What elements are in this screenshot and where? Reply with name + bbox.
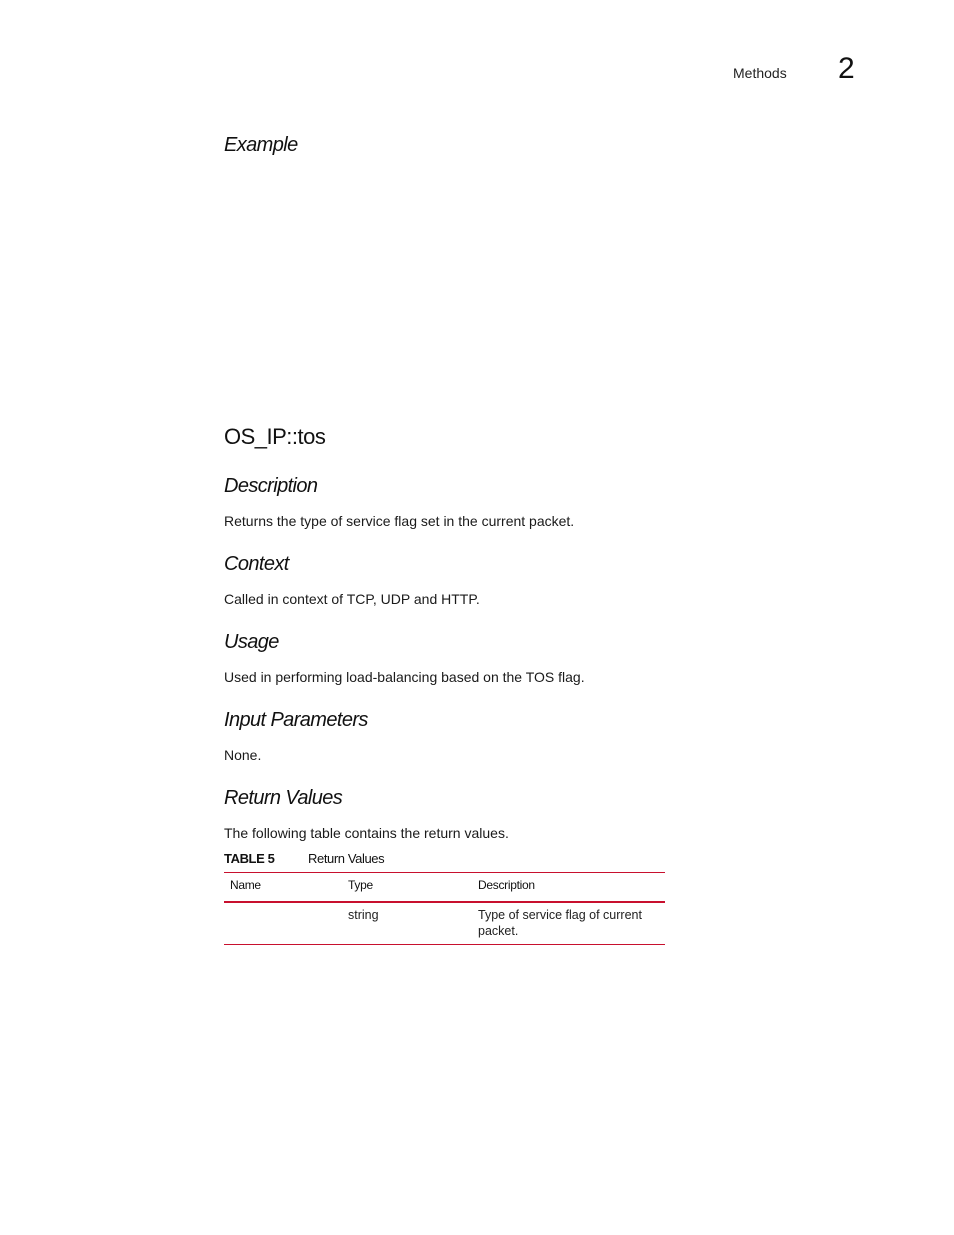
table-caption xyxy=(224,851,385,866)
column-header-name: Name xyxy=(230,878,261,892)
table-header-row xyxy=(224,873,665,901)
example-heading: Example xyxy=(224,134,298,156)
usage-heading: Usage xyxy=(224,631,279,653)
column-header-type: Type xyxy=(348,878,373,892)
column-header-description: Description xyxy=(478,878,535,892)
description-text: Returns the type of service flag set in the current packet. xyxy=(224,513,575,529)
return-values-text: The following table contains the return values. xyxy=(224,825,509,841)
table-bottom-rule xyxy=(224,944,665,945)
description-heading: Description xyxy=(224,475,318,497)
chapter-number: 2 xyxy=(838,52,855,85)
cell-description: Type of service flag of current packet. xyxy=(478,908,642,938)
context-heading: Context xyxy=(224,553,289,575)
table-number: TABLE 5 xyxy=(224,851,275,866)
running-head: Methods xyxy=(733,65,787,81)
table-title: Return Values xyxy=(308,851,385,866)
input-parameters-text: None. xyxy=(224,747,262,763)
method-title: OS_IP::tos xyxy=(224,424,326,449)
cell-type: string xyxy=(348,908,379,922)
usage-text: Used in performing load-balancing based on the TOS flag. xyxy=(224,669,585,685)
input-parameters-heading: Input Parameters xyxy=(224,709,368,731)
table-row xyxy=(224,903,665,944)
return-values-table xyxy=(224,872,665,945)
context-text: Called in context of TCP, UDP and HTTP. xyxy=(224,591,480,607)
return-values-heading: Return Values xyxy=(224,787,343,809)
